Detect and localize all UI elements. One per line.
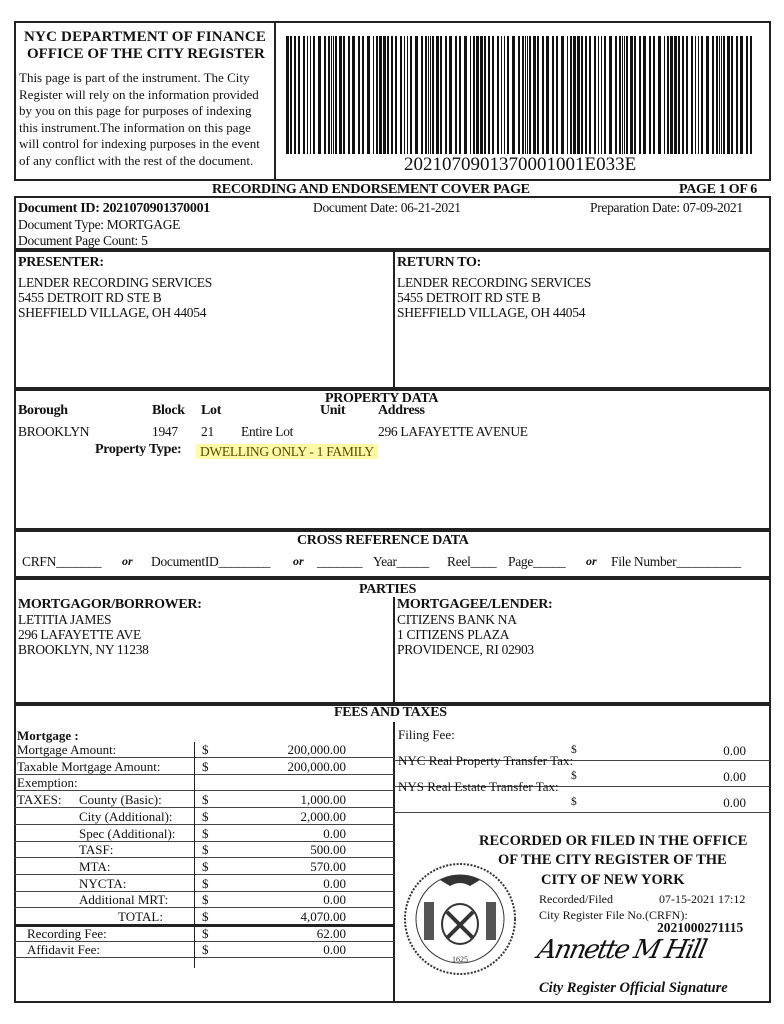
barcode-bar: [432, 36, 434, 154]
barcode-bar: [307, 36, 308, 154]
barcode-bar: [609, 36, 612, 154]
barcode-bar: [750, 36, 752, 154]
barcode-bar: [333, 36, 334, 154]
barcode-bar: [746, 36, 748, 154]
barcode-bar: [484, 36, 486, 154]
barcode-bar: [601, 36, 602, 154]
barcode-bar: [736, 36, 738, 154]
fee-label: Mortgage Amount:: [17, 742, 117, 757]
notice-line: Register will rely on the information provided: [19, 86, 259, 102]
seal-year: 1625: [452, 955, 468, 964]
mortgage-label: Mortgage :: [17, 728, 79, 743]
recorded-filed-datetime: 07-15-2021 17:12: [659, 892, 746, 906]
barcode-bar: [598, 36, 599, 154]
barcode-bar: [348, 36, 350, 154]
barcode-bar: [542, 36, 544, 154]
barcode-bar: [504, 36, 505, 154]
barcode-bar: [594, 36, 596, 154]
barcode-bar: [533, 36, 536, 154]
official-signature: Annette M Hill: [534, 935, 708, 965]
currency-symbol: $: [571, 770, 577, 782]
barcode-bar: [723, 36, 725, 154]
recorded-line2: OF THE CITY REGISTER OF THE: [498, 852, 727, 868]
notice-line: of any conflict with the rest of the document.: [19, 152, 254, 168]
mortgagee-label: MORTGAGEE/LENDER:: [397, 597, 553, 612]
barcode-bar: [570, 36, 572, 154]
barcode-bar: [367, 36, 370, 154]
barcode-bar: [286, 36, 289, 154]
mortgagee-address: [397, 612, 534, 657]
barcode-bar: [686, 36, 688, 154]
barcode-bar: [387, 36, 389, 154]
barcode-bar: [464, 36, 467, 154]
barcode-bar: [721, 36, 722, 154]
barcode-bar: [678, 36, 680, 154]
barcode-bar: [352, 36, 355, 154]
fee-label: County (Basic):: [79, 792, 162, 808]
property-type-value: DWELLING ONLY - 1 FAMILY: [196, 444, 378, 459]
taxes-prefix: TAXES:: [17, 792, 62, 808]
fee-label: City (Additional):: [79, 808, 173, 824]
barcode-bar: [658, 36, 661, 154]
barcode-bar: [507, 36, 509, 154]
page-count: [18, 233, 148, 248]
fee-value: 0.00: [323, 825, 346, 841]
barcode-bar: [512, 36, 515, 154]
transfer-fee-value: 0.00: [723, 743, 746, 758]
notice-line: this instrument.The information on this page: [19, 119, 251, 135]
barcode-bar: [310, 36, 311, 154]
barcode-bar: [581, 36, 583, 154]
barcode-bar: [639, 36, 641, 154]
barcode-bar: [376, 36, 378, 154]
fee-label: Recording Fee:: [27, 925, 107, 941]
parties-title: PARTIES: [359, 582, 417, 597]
header-divider: [274, 21, 276, 181]
barcode-bar: [324, 36, 326, 154]
barcode-bar: [701, 36, 703, 154]
barcode-bar: [421, 36, 423, 154]
barcode-bar: [313, 36, 315, 154]
recorded-line3: CITY OF NEW YORK: [541, 872, 685, 888]
barcode-bar: [634, 36, 636, 154]
lot-value: 21: [201, 424, 214, 439]
barcode-bar: [561, 36, 564, 154]
barcode-bar: [615, 36, 617, 154]
fee-value: 0.00: [323, 875, 346, 891]
label: Document Type:: [18, 217, 104, 232]
currency-symbol: $: [202, 892, 209, 908]
barcode-text: 2021070901370001001E033E: [404, 154, 637, 175]
barcode-bar: [459, 36, 461, 154]
barcode-bar: [546, 36, 549, 154]
fee-value: 1,000.00: [300, 792, 346, 808]
barcode-bar: [664, 36, 665, 154]
barcode-bar: [362, 36, 364, 154]
col-block: Block: [152, 403, 185, 418]
party-line: CITIZENS BANK NA: [397, 612, 517, 627]
col-borough: Borough: [18, 403, 68, 418]
party-line: LETITIA JAMES: [18, 612, 112, 627]
office-title: OFFICE OF THE CITY REGISTER: [27, 46, 265, 62]
barcode-bar: [445, 36, 447, 154]
mortgagor-label: MORTGAGOR/BORROWER:: [18, 597, 202, 612]
barcode-bar: [522, 36, 524, 154]
barcode: [286, 36, 752, 154]
barcode-bar: [556, 36, 558, 154]
fee-value: 200,000.00: [287, 742, 346, 757]
label: Document Date:: [313, 200, 398, 215]
presenter-address: [18, 275, 212, 320]
barcode-bar: [343, 36, 345, 154]
barcode-bar: [470, 36, 471, 154]
presenter-label: PRESENTER:: [18, 255, 104, 270]
fee-value: 200,000.00: [287, 758, 346, 774]
or-label: or: [122, 554, 133, 568]
fee-label: Additional MRT:: [79, 892, 169, 908]
currency-symbol: $: [571, 744, 577, 756]
barcode-bar: [698, 36, 699, 154]
value: 06-21-2021: [400, 200, 461, 215]
fee-label: TOTAL:: [118, 909, 163, 924]
fee-label: MTA:: [79, 858, 111, 874]
year-field: Year_____: [373, 554, 429, 569]
currency-symbol: $: [202, 792, 209, 808]
barcode-bar: [339, 36, 342, 154]
currency-symbol: $: [202, 758, 209, 774]
blank-field: _______: [317, 554, 363, 569]
barcode-bar: [476, 36, 479, 154]
page-indicator: PAGE 1 OF 6: [679, 182, 757, 197]
cross-reference-title: CROSS REFERENCE DATA: [297, 533, 469, 548]
or-label: or: [586, 554, 597, 568]
col-lot: Lot: [201, 403, 222, 418]
fee-value: 4,070.00: [300, 909, 346, 924]
barcode-bar: [674, 36, 677, 154]
transfer-fee-value: 0.00: [723, 769, 746, 784]
fee-label: Exemption:: [17, 775, 78, 791]
barcode-bar: [335, 36, 337, 154]
currency-symbol: $: [202, 808, 209, 824]
fee-value: 62.00: [316, 925, 346, 941]
return-to-label: RETURN TO:: [397, 255, 482, 270]
document-type: [18, 217, 180, 232]
address-value: 296 LAFAYETTE AVENUE: [378, 424, 528, 439]
barcode-bar: [440, 36, 442, 154]
crfn-label: City Register File No.(CRFN):: [539, 908, 688, 922]
currency-symbol: $: [571, 796, 577, 808]
property-data-title: PROPERTY DATA: [325, 391, 439, 406]
fee-column-divider: [194, 742, 195, 968]
address-line: 5455 DETROIT RD STE B: [397, 290, 541, 305]
label: Document ID:: [18, 201, 100, 216]
currency-symbol: $: [202, 742, 209, 757]
fee-label: Spec (Additional):: [79, 825, 176, 841]
transfer-fee-label: NYC Real Property Transfer Tax:: [398, 753, 574, 768]
notice-line: This page is part of the instrument. The City: [19, 70, 250, 85]
barcode-bar: [430, 36, 431, 154]
parties-divider: [393, 597, 395, 704]
barcode-bar: [552, 36, 554, 154]
barcode-bar: [649, 36, 651, 154]
col-unit: Unit: [320, 403, 346, 418]
party-line: PROVIDENCE, RI 02903: [397, 642, 534, 657]
barcode-bar: [404, 36, 405, 154]
barcode-bar: [643, 36, 646, 154]
barcode-bar: [573, 36, 576, 154]
barcode-bar: [400, 36, 402, 154]
barcode-bar: [719, 36, 720, 154]
barcode-bar: [716, 36, 718, 154]
barcode-bar: [391, 36, 393, 154]
fee-label: Affidavit Fee:: [27, 942, 101, 958]
row-divider: [14, 957, 394, 958]
currency-symbol: $: [202, 858, 209, 874]
currency-symbol: $: [202, 909, 209, 924]
value: 5: [141, 233, 148, 248]
address-line: SHEFFIELD VILLAGE, OH 44054: [18, 305, 207, 320]
fee-value: 0.00: [323, 892, 346, 908]
transfer-fee-value: 0.00: [723, 795, 746, 810]
party-line: 1 CITIZENS PLAZA: [397, 627, 510, 642]
currency-symbol: $: [202, 825, 209, 841]
recorded-filed-label: Recorded/Filed: [539, 892, 613, 906]
barcode-bar: [298, 36, 300, 154]
fee-value: 570.00: [310, 858, 346, 874]
fee-label: Taxable Mortgage Amount:: [17, 758, 161, 774]
currency-symbol: $: [202, 925, 209, 941]
party-line: 296 LAFAYETTE AVE: [18, 627, 141, 642]
barcode-bar: [712, 36, 714, 154]
value: MORTGAGE: [106, 217, 181, 232]
crfn-value: 2021000271115: [657, 920, 744, 935]
barcode-bar: [428, 36, 429, 154]
barcode-bar: [501, 36, 502, 154]
barcode-bar: [383, 36, 386, 154]
barcode-bar: [328, 36, 330, 154]
currency-symbol: $: [202, 942, 209, 958]
barcode-bar: [740, 36, 743, 154]
barcode-bar: [529, 36, 531, 154]
barcode-bar: [624, 36, 625, 154]
barcode-bar: [622, 36, 623, 154]
document-id: 2021070901370001: [102, 201, 210, 216]
party-line: BROOKLYN, NY 11238: [18, 642, 149, 657]
address-line: SHEFFIELD VILLAGE, OH 44054: [397, 305, 586, 320]
barcode-bar: [415, 36, 418, 154]
barcode-bar: [358, 36, 360, 154]
barcode-bar: [604, 36, 606, 154]
city-seal-icon: [400, 862, 520, 977]
barcode-bar: [303, 36, 305, 154]
barcode-bar: [473, 36, 475, 154]
row-divider: [394, 812, 770, 813]
barcode-bar: [518, 36, 520, 154]
barcode-bar: [585, 36, 587, 154]
label: Document Page Count:: [18, 233, 138, 248]
barcode-bar: [318, 36, 321, 154]
recorded-line1: RECORDED OR FILED IN THE OFFICE: [479, 833, 748, 849]
preparation-date: [590, 200, 743, 215]
label: Preparation Date:: [590, 200, 680, 215]
barcode-bar: [331, 36, 332, 154]
page-field: Page_____: [508, 554, 566, 569]
return-to-address: [397, 275, 591, 320]
fees-divider: [393, 722, 395, 1003]
lot-type-value: Entire Lot: [241, 424, 294, 439]
col-address: Address: [378, 403, 425, 418]
barcode-bar: [577, 36, 580, 154]
property-type-label: Property Type:: [95, 442, 182, 457]
barcode-bar: [731, 36, 733, 154]
dept-title: NYC DEPARTMENT OF FINANCE: [24, 29, 267, 45]
barcode-bar: [455, 36, 457, 154]
notice-text: [19, 70, 260, 169]
barcode-bar: [436, 36, 439, 154]
document-date: [313, 200, 461, 215]
barcode-bar: [492, 36, 494, 154]
barcode-bar: [667, 36, 669, 154]
barcode-bar: [294, 36, 296, 154]
file-number-field: File Number__________: [611, 554, 741, 569]
borough-value: BROOKLYN: [18, 424, 90, 439]
currency-symbol: $: [202, 842, 209, 858]
barcode-bar: [407, 36, 408, 154]
address-line: 5455 DETROIT RD STE B: [18, 290, 162, 305]
barcode-bar: [525, 36, 526, 154]
crfn-field: CRFN_______: [22, 554, 102, 569]
barcode-bar: [630, 36, 633, 154]
barcode-bar: [589, 36, 591, 154]
barcode-bar: [373, 36, 374, 154]
fee-label: NYCTA:: [79, 875, 127, 891]
barcode-bar: [619, 36, 621, 154]
barcode-bar: [727, 36, 730, 154]
notice-line: by you on this page for purposes of indexing: [19, 103, 252, 118]
barcode-bar: [691, 36, 693, 154]
barcode-bar: [682, 36, 684, 154]
signature-caption: City Register Official Signature: [539, 980, 728, 996]
barcode-bar: [527, 36, 528, 154]
currency-symbol: $: [202, 875, 209, 891]
transfer-fee-label: Filing Fee:: [398, 727, 455, 742]
or-label: or: [293, 554, 304, 568]
value: 07-09-2021: [682, 200, 743, 215]
fees-title: FEES AND TAXES: [334, 705, 447, 720]
barcode-bar: [425, 36, 427, 154]
fee-value: 2,000.00: [300, 808, 346, 824]
cover-title: RECORDING AND ENDORSEMENT COVER PAGE: [212, 182, 530, 197]
barcode-bar: [395, 36, 397, 154]
document-id-label: [18, 201, 210, 216]
barcode-bar: [626, 36, 628, 154]
mortgagor-address: [18, 612, 149, 657]
address-line: LENDER RECORDING SERVICES: [397, 275, 591, 290]
barcode-bar: [670, 36, 673, 154]
fee-label: TASF:: [79, 842, 114, 858]
barcode-bar: [653, 36, 655, 154]
block-value: 1947: [152, 424, 178, 439]
barcode-bar: [567, 36, 568, 154]
barcode-bar: [706, 36, 709, 154]
barcode-bar: [480, 36, 483, 154]
address-line: LENDER RECORDING SERVICES: [18, 275, 212, 290]
barcode-bar: [410, 36, 412, 154]
barcode-bar: [488, 36, 490, 154]
reel-field: Reel____: [447, 554, 497, 569]
barcode-bar: [290, 36, 292, 154]
barcode-bar: [497, 36, 499, 154]
notice-line: will control for indexing purposes in the event: [19, 136, 260, 151]
transfer-fee-label: NYS Real Estate Transfer Tax:: [398, 779, 559, 794]
barcode-bar: [449, 36, 452, 154]
barcode-bar: [695, 36, 696, 154]
fee-value: 500.00: [310, 842, 346, 858]
presenter-divider: [393, 250, 395, 389]
document-id-field: DocumentID________: [151, 554, 271, 569]
barcode-bar: [537, 36, 539, 154]
barcode-bar: [379, 36, 382, 154]
fee-value: 0.00: [323, 942, 346, 958]
